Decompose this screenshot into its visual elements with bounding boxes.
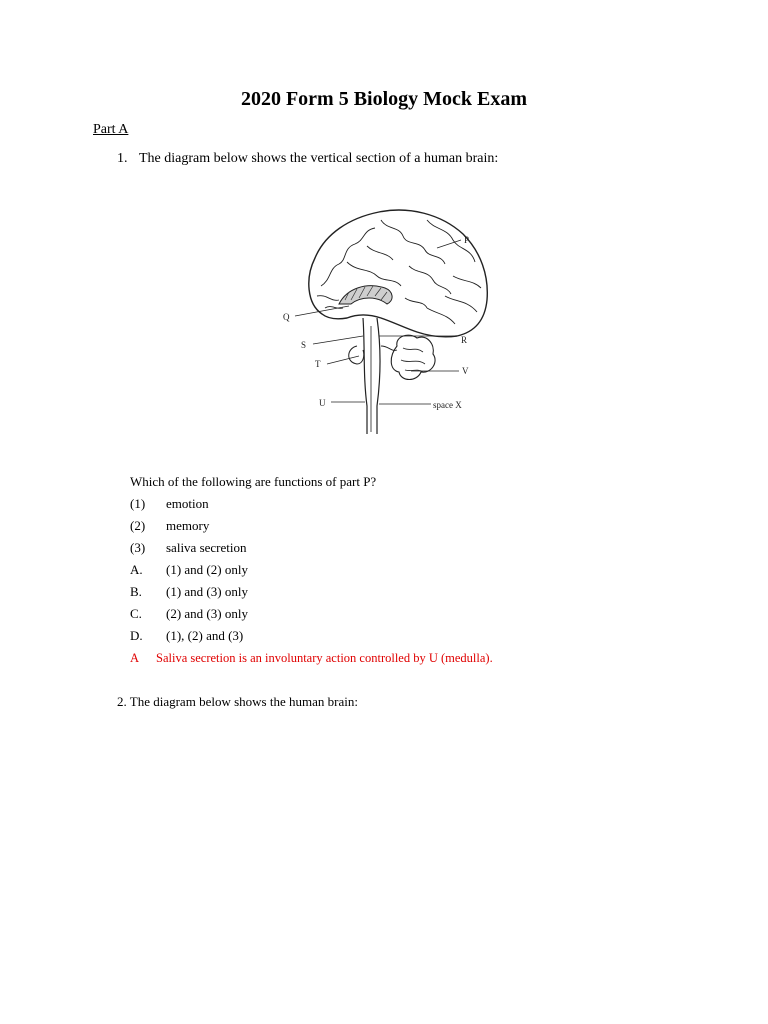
question-1-number: 1. bbox=[117, 151, 128, 166]
question-1-text: The diagram below shows the vertical section of a human brain: bbox=[139, 151, 499, 166]
question-2-stem: 2. The diagram below shows the human brain: bbox=[117, 694, 358, 709]
brain-section-diagram bbox=[277, 196, 497, 444]
corpus-callosum bbox=[339, 286, 392, 304]
label-t: T bbox=[315, 359, 321, 369]
statement-1: (1) emotion bbox=[130, 496, 209, 511]
label-p: P bbox=[464, 235, 470, 245]
cerebrum-folds-6 bbox=[405, 266, 451, 308]
part-heading: Part A bbox=[93, 122, 129, 137]
label-q: Q bbox=[283, 312, 290, 322]
label-v: V bbox=[462, 366, 469, 376]
cerebrum-outline bbox=[309, 210, 487, 337]
cerebellum bbox=[391, 335, 435, 379]
statement-3: (3) saliva secretion bbox=[130, 540, 247, 555]
question-1-choices bbox=[130, 496, 248, 650]
label-u: U bbox=[319, 398, 326, 408]
question-1-prompt: Which of the following are functions of part P? bbox=[130, 474, 377, 489]
question-1-stem bbox=[117, 151, 498, 167]
cerebrum-folds-5 bbox=[347, 246, 401, 286]
option-d: D. (1), (2) and (3) bbox=[130, 628, 244, 643]
brainstem bbox=[363, 318, 380, 434]
cerebrum-folds-7 bbox=[317, 296, 343, 309]
option-b: B. (1) and (3) only bbox=[130, 584, 248, 599]
statement-2: (2) memory bbox=[130, 518, 210, 533]
option-c: C. (2) and (3) only bbox=[130, 606, 248, 621]
brain-diagram-svg bbox=[277, 196, 497, 444]
label-s: S bbox=[301, 340, 307, 350]
label-space-x: space X bbox=[433, 400, 462, 410]
answer-key: A bbox=[130, 651, 140, 665]
option-a: A. (1) and (2) only bbox=[130, 562, 248, 577]
label-r: R bbox=[461, 335, 468, 345]
answer-explanation bbox=[130, 651, 493, 666]
answer-text: Saliva secretion is an involuntary action controlled by U (medulla). bbox=[156, 651, 493, 665]
pituitary bbox=[349, 346, 364, 364]
exam-title: 2020 Form 5 Biology Mock Exam bbox=[240, 88, 528, 110]
